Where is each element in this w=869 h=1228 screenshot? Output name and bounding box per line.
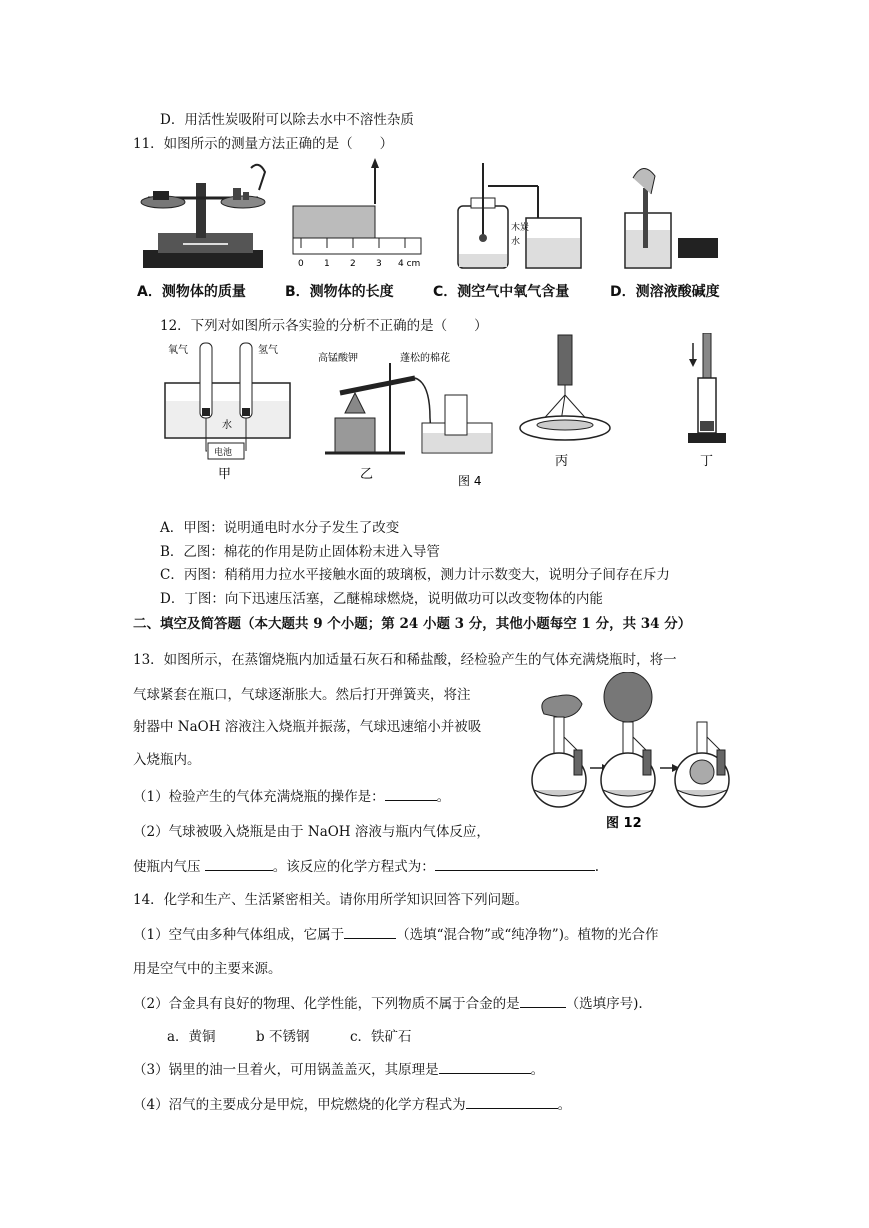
q12-option-c: C．丙图：稍稍用力拉水平接触水面的玻璃板，测力计示数变大，说明分子间存在斥力 [160,567,670,583]
q11-figure [133,158,743,298]
q14-s4-blank[interactable] [466,1094,558,1109]
q13-equation-blank[interactable] [435,856,595,871]
ruler-tick-3: 3 [376,259,382,269]
flask-3 [675,722,729,807]
balance-figure [141,165,265,268]
label-cotton: 蓬松的棉花 [400,353,450,364]
q12-figure [160,333,750,493]
q12-stem: 12．下列对如图所示各实验的分析不正确的是（ ） [160,318,488,334]
q11-stem: 11．如图所示的测量方法正确的是（ ） [133,136,394,152]
q13-line2: 气球紧套在瓶口，气球逐渐胀大。然后打开弹簧夹，将注 [133,687,471,703]
q14-s2-b: （选填序号). [565,996,643,1012]
q14-s1-a: （1）空气由多种气体组成，它属于 [133,927,345,943]
piston-figure [688,333,726,469]
q13-sub1-blank[interactable] [385,786,437,801]
q14-s2-options: a．黄铜 b 不锈钢 c．铁矿石 [167,1029,412,1045]
q13-pressure-blank[interactable] [205,856,273,871]
electrolysis-figure [165,343,290,482]
section-2-title: 二、填空及简答题（本大题共 9 个小题；第 24 小题 3 分，其他小题每空 1 分，共 34 分） [133,616,692,632]
q11-caption-c: C．测空气中氧气含量 [433,284,570,300]
label-battery: 电池 [214,448,233,458]
q11-caption-d: D．测溶液酸碱度 [610,284,720,300]
label-hydrogen: 氢气 [258,345,278,356]
q14-s3 [133,1058,544,1078]
q14-s3-b: 。 [530,1062,545,1078]
fig-label-ding: 丁 [700,454,714,469]
q13-sub1 [133,785,450,805]
q13-sub2b-end: . [594,859,600,875]
q13-sub2b [133,855,599,875]
q13-sub2b-b: 。该反应的化学方程式为： [272,859,435,875]
ruler-figure [293,158,421,269]
oxygen-apparatus-figure [458,163,581,268]
q13-line1: 13．如图所示，在蒸馏烧瓶内加适量石灰石和稀盐酸，经检验产生的气体充满烧瓶时，将一 [133,652,677,668]
label-charcoal: 木炭 [511,223,530,233]
q13-sub2b-a: 使瓶内气压 [133,859,205,875]
ruler-tick-2: 2 [350,259,356,269]
ruler-tick-4: 4 cm [398,259,421,269]
ruler-tick-1: 1 [324,259,330,269]
fig-label-bing: 丙 [555,454,569,469]
spring-scale-figure [520,335,610,469]
q14-s2-a: （2）合金具有良好的物理、化学性能，下列物质不属于合金的是 [133,996,520,1012]
flask-1 [532,695,586,807]
q11-caption-a: A．测物体的质量 [137,284,246,300]
fig-12-caption: 图 12 [606,816,642,831]
q12-option-a: A．甲图：说明通电时水分子发生了改变 [160,520,400,536]
q13-sub1-end: 。 [436,789,451,805]
q11-caption-b: B．测物体的长度 [285,284,394,300]
q14-s2 [133,992,643,1012]
q13-figure [522,672,750,832]
label-oxygen: 氧气 [168,345,188,356]
q14-s4-a: （4）沼气的主要成分是甲烷，甲烷燃烧的化学方程式为 [133,1097,466,1113]
label-water-c: 水 [511,237,521,247]
q13-line4: 入烧瓶内。 [133,752,201,768]
fig-caption-4: 图 4 [458,474,482,488]
q14-stem: 14．化学和生产、生活紧密相关。请你用所学知识回答下列问题。 [133,892,529,908]
q14-s1-cont: 用是空气中的主要来源。 [133,961,282,977]
ruler-tick-0: 0 [298,259,304,269]
q14-s4 [133,1093,571,1113]
q13-sub2: （2）气球被吸入烧瓶是由于 NaOH 溶液与瓶内气体反应， [133,824,490,840]
q14-s3-blank[interactable] [439,1059,531,1074]
q12-option-b: B．乙图：棉花的作用是防止固体粉末进入导管 [160,544,440,560]
q13-line3: 射器中 NaOH 溶液注入烧瓶并振荡，气球迅速缩小并被吸 [133,719,482,735]
ph-test-figure [625,168,718,268]
q14-s3-a: （3）锅里的油一旦着火，可用锅盖盖灭，其原理是 [133,1062,439,1078]
q14-s2-blank[interactable] [520,993,566,1008]
q13-sub1-text: （1）检验产生的气体充满烧瓶的操作是： [133,789,385,805]
q14-s1-blank[interactable] [344,924,396,939]
q14-s1-b: （选填“混合物”或“纯净物”)。植物的光合作 [396,927,659,943]
label-kmno4: 高锰酸钾 [318,353,358,364]
flask-2 [601,672,655,807]
kmno4-figure [318,351,492,488]
q10-option-d: D．用活性炭吸附可以除去水中不溶性杂质 [160,112,414,128]
q14-s1 [133,923,658,943]
fig-label-jia: 甲 [218,467,232,482]
fig-label-yi: 乙 [360,467,374,482]
q12-option-d: D．丁图：向下迅速压活塞，乙醚棉球燃烧，说明做功可以改变物体的内能 [160,591,603,607]
label-water-jia: 水 [222,420,232,431]
q14-s4-b: 。 [557,1097,572,1113]
